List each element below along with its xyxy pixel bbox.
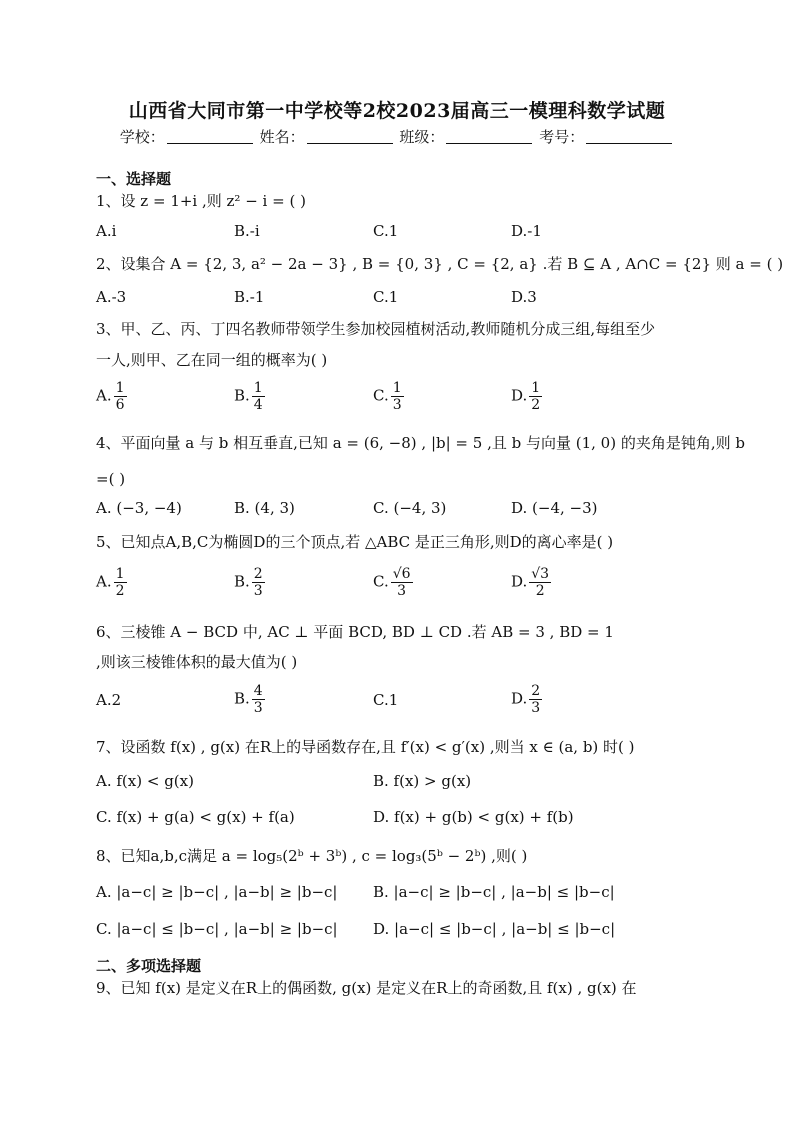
denominator: 2 <box>115 583 125 599</box>
numerator: 4 <box>253 683 263 699</box>
q6-option-b <box>234 683 265 716</box>
denominator: 2 <box>531 397 541 413</box>
q7-option-a: A. f(x) < g(x) <box>96 772 194 790</box>
student-info-row <box>0 126 794 147</box>
denominator: 3 <box>531 700 541 716</box>
q4-option-c: C. (−4, 3) <box>373 499 447 517</box>
numerator: 1 <box>115 380 125 396</box>
class-blank[interactable] <box>446 129 532 144</box>
question-8: 8、已知a,b,c满足 a = log₅(2ᵇ + 3ᵇ) , c = log₃(5ᵇ − 2ᵇ) ,则( ) <box>96 847 528 865</box>
denominator: 3 <box>397 583 407 599</box>
name-label: 姓名： <box>259 128 305 146</box>
class-label: 班级： <box>399 128 445 146</box>
fraction <box>114 566 127 599</box>
q2-option-c: C.1 <box>373 288 399 306</box>
numerator: 1 <box>115 566 125 582</box>
q8-option-b: B. |a−c| ≥ |b−c| , |a−b| ≤ |b−c| <box>373 883 615 901</box>
q7-option-b: B. f(x) > g(x) <box>373 772 472 790</box>
q2-option-b: B.-1 <box>234 288 265 306</box>
numerator: √3 <box>531 566 550 582</box>
fraction <box>114 380 127 413</box>
question-7: 7、设函数 f(x) , g(x) 在R上的导函数存在,且 f′(x) < g′(x) ,则当 x ∈ (a, b) 时( ) <box>96 738 635 756</box>
q3-option-b <box>234 380 265 413</box>
option-prefix: D. <box>511 689 528 708</box>
q6-option-d <box>511 683 542 716</box>
fraction <box>391 380 404 413</box>
numerator: 1 <box>392 380 402 396</box>
exam-number-label: 考号： <box>539 128 585 146</box>
numerator: 1 <box>531 380 541 396</box>
numerator: 2 <box>531 683 541 699</box>
option-prefix: B. <box>234 572 250 591</box>
fraction <box>252 566 265 599</box>
question-5: 5、已知点A,B,C为椭圆D的三个顶点,若 △ABC 是正三角形,则D的离心率是( ) <box>96 533 614 551</box>
numerator: 1 <box>253 380 263 396</box>
denominator: 3 <box>253 700 263 716</box>
numerator: √6 <box>392 566 411 582</box>
option-prefix: D. <box>511 572 528 591</box>
q2-option-d: D.3 <box>511 288 537 306</box>
q6-option-c: C.1 <box>373 691 399 709</box>
fraction <box>529 566 551 599</box>
q8-option-d: D. |a−c| ≤ |b−c| , |a−b| ≤ |b−c| <box>373 920 616 938</box>
fraction <box>252 380 265 413</box>
q7-option-c: C. f(x) + g(a) < g(x) + f(a) <box>96 808 295 826</box>
q5-option-a <box>96 566 127 599</box>
school-blank[interactable] <box>167 129 253 144</box>
q5-option-d <box>511 566 551 599</box>
question-9: 9、已知 f(x) 是定义在R上的偶函数, g(x) 是定义在R上的奇函数,且 f(x) , g(x) 在 <box>96 979 637 997</box>
denominator: 6 <box>115 397 125 413</box>
q1-option-b: B.-i <box>234 222 260 240</box>
question-3-line-1: 3、甲、乙、丙、丁四名教师带领学生参加校园植树活动,教师随机分成三组,每组至少 <box>96 320 656 338</box>
q8-option-a: A. |a−c| ≥ |b−c| , |a−b| ≥ |b−c| <box>96 883 338 901</box>
q1-option-c: C.1 <box>373 222 399 240</box>
section-heading-choice: 一、选择题 <box>96 170 172 188</box>
option-prefix: A. <box>96 572 112 591</box>
section-heading-multi-choice: 二、多项选择题 <box>96 957 202 975</box>
option-prefix: C. <box>373 572 389 591</box>
question-3-line-2: 一人,则甲、乙在同一组的概率为( ) <box>96 351 328 369</box>
question-2: 2、设集合 A = {2, 3, a² − 2a − 3} , B = {0, 3} , C = {2, a} .若 B ⊆ A , A∩C = {2} 则 a = ( ) <box>96 255 784 273</box>
page-title: 山西省大同市第一中学校等2校2023届高三一模理科数学试题 <box>128 100 666 122</box>
numerator: 2 <box>253 566 263 582</box>
denominator: 3 <box>392 397 402 413</box>
question-1: 1、设 z = 1+i ,则 z² − i = ( ) <box>96 192 306 210</box>
fraction <box>529 683 542 716</box>
q3-option-d <box>511 380 542 413</box>
name-blank[interactable] <box>307 129 393 144</box>
q3-option-c <box>373 380 404 413</box>
fraction <box>252 683 265 716</box>
denominator: 3 <box>253 583 263 599</box>
question-6-line-2: ,则该三棱锥体积的最大值为( ) <box>96 653 298 671</box>
q1-option-d: D.-1 <box>511 222 542 240</box>
fraction <box>529 380 542 413</box>
question-6-line-1: 6、三棱锥 A − BCD 中, AC ⊥ 平面 BCD, BD ⊥ CD .若 AB = 3 , BD = 1 <box>96 623 614 641</box>
option-prefix: B. <box>234 386 250 405</box>
q2-option-a: A.-3 <box>96 288 127 306</box>
option-prefix: B. <box>234 689 250 708</box>
option-prefix: A. <box>96 386 112 405</box>
q5-option-b <box>234 566 265 599</box>
question-4-line-2: =( ) <box>96 470 126 488</box>
option-prefix: C. <box>373 386 389 405</box>
option-prefix: D. <box>511 386 528 405</box>
q6-option-a: A.2 <box>96 691 122 709</box>
school-label: 学校： <box>119 128 165 146</box>
q4-option-b: B. (4, 3) <box>234 499 295 517</box>
q7-option-d: D. f(x) + g(b) < g(x) + f(b) <box>373 808 574 826</box>
denominator: 4 <box>253 397 263 413</box>
exam-number-blank[interactable] <box>586 129 672 144</box>
question-4-line-1: 4、平面向量 a 与 b 相互垂直,已知 a = (6, −8) , |b| = 5 ,且 b 与向量 (1, 0) 的夹角是钝角,则 b <box>96 434 745 452</box>
denominator: 2 <box>535 583 545 599</box>
q1-option-a: A.i <box>96 222 117 240</box>
fraction <box>391 566 413 599</box>
q5-option-c <box>373 566 413 599</box>
q3-option-a <box>96 380 127 413</box>
q8-option-c: C. |a−c| ≤ |b−c| , |a−b| ≥ |b−c| <box>96 920 338 938</box>
q4-option-a: A. (−3, −4) <box>96 499 182 517</box>
q4-option-d: D. (−4, −3) <box>511 499 598 517</box>
